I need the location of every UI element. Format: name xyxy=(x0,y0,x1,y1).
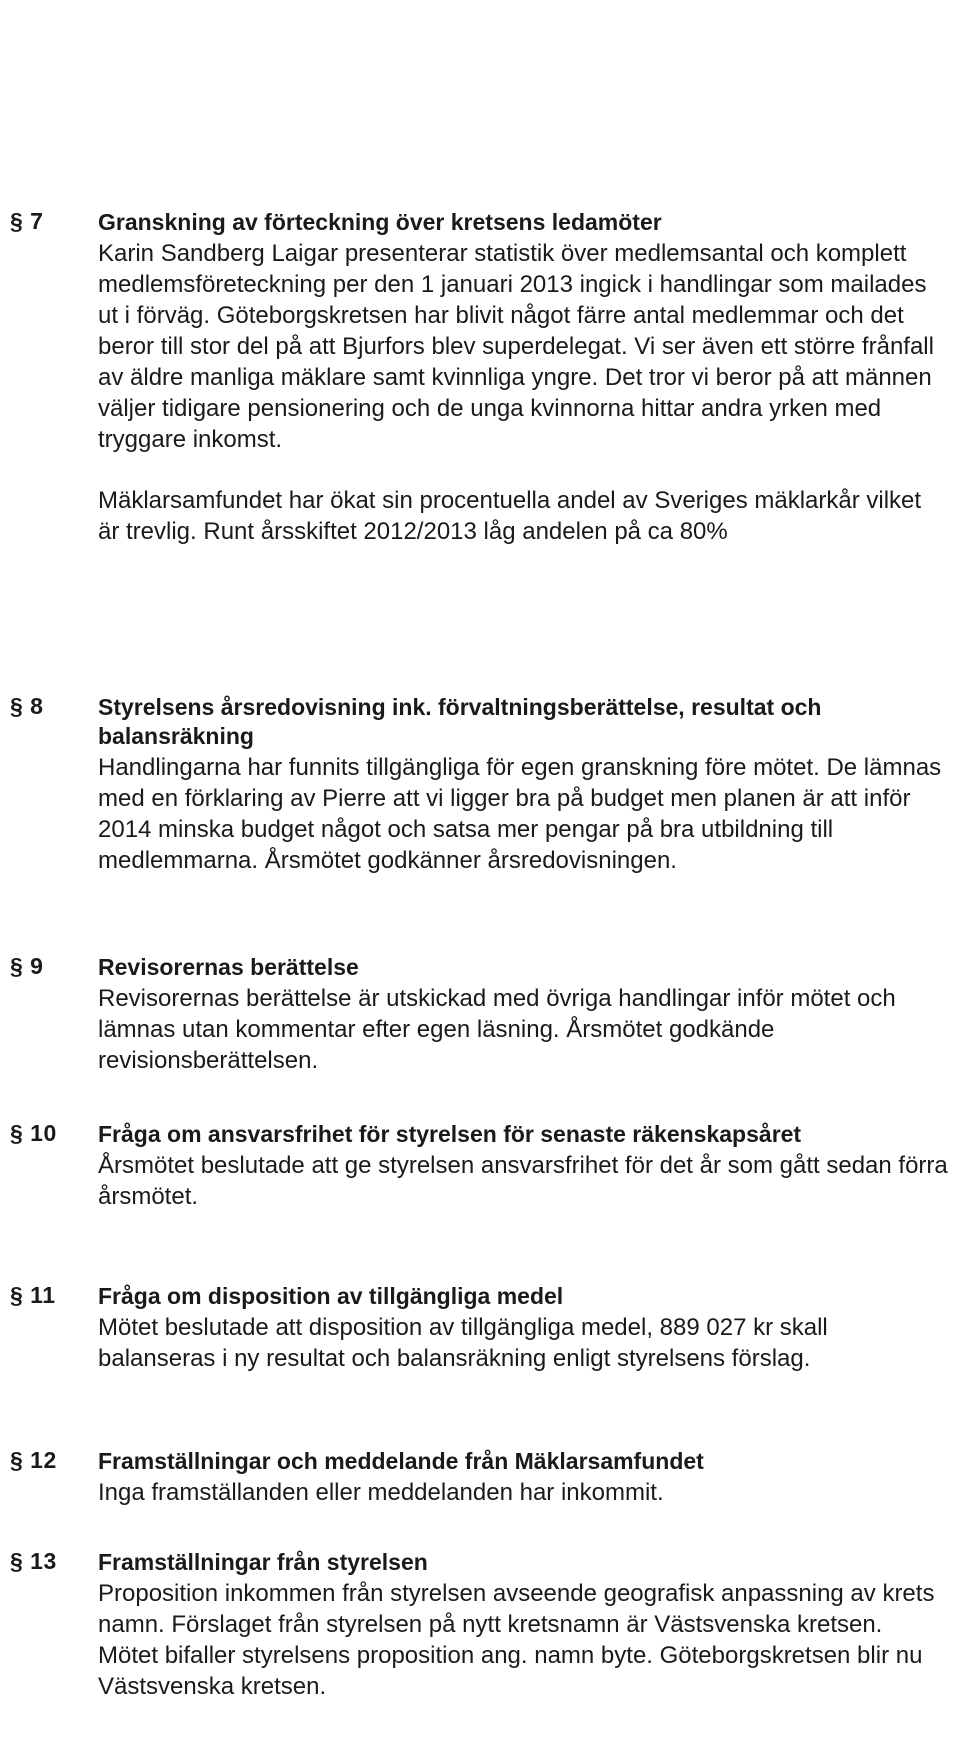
section-number: § 13 xyxy=(10,1548,57,1574)
section-number: § 7 xyxy=(10,208,44,234)
section-heading: Framställningar och meddelande från Mäklarsamfundet xyxy=(98,1448,704,1474)
section-content xyxy=(98,208,948,547)
section-paragraph: Mäklarsamfundet har ökat sin procentuella andel av Sveriges mäklarkår vilket är trevlig. Runt årsskiftet 2012/2013 låg andelen på ca 80% xyxy=(98,487,922,545)
section-heading: Granskning av förteckning över kretsens ledamöter xyxy=(98,209,662,235)
section-paragraph: Handlingarna har funnits tillgängliga för egen granskning före mötet. De lämnas med en förklaring av Pierre att vi ligger bra på budget men planen är att inför 2014 minska budget något och satsa mer pengar på bra utbildning till medlemmarna. Årsmötet godkänner årsredovisningen. xyxy=(98,754,942,874)
section-heading: Revisorernas berättelse xyxy=(98,954,359,980)
section-number: § 8 xyxy=(10,693,44,719)
section-number: § 9 xyxy=(10,953,44,979)
section-content xyxy=(98,1282,948,1374)
section-heading: Framställningar från styrelsen xyxy=(98,1549,428,1575)
section-content xyxy=(98,1447,948,1508)
section-paragraph: Mötet beslutade att disposition av tillgängliga medel, 889 027 kr skall balanseras i ny resultat och balansräkning enligt styrelsens förslag. xyxy=(98,1314,828,1372)
section-heading: Fråga om ansvarsfrihet för styrelsen för senaste räkenskapsåret xyxy=(98,1121,802,1147)
section-heading: Fråga om disposition av tillgängliga medel xyxy=(98,1283,564,1309)
section-paragraph: Proposition inkommen från styrelsen avseende geografisk anpassning av krets namn. Förslaget från styrelsen på nytt kretsnamn är Västsvenska kretsen. Mötet bifaller styrelsens proposition ang. namn byte. Göteborgskretsen blir nu Västsvenska kretsen. xyxy=(98,1580,935,1700)
section-number: § 12 xyxy=(10,1447,57,1473)
section-paragraph: Karin Sandberg Laigar presenterar statistik över medlemsantal och komplett medlemsföreteckning per den 1 januari 2013 ingick i handlingar som mailades ut i förväg. Göteborgskretsen har blivit något färre antal medlemmar och det beror till stor del på att Bjurfors blev superdelegat. Vi ser även ett större frånfall av äldre manliga mäklare samt kvinnliga yngre. Det tror vi beror på att männen väljer tidigare pensionering och de unga kvinnorna hittar andra yrken med tryggare inkomst. xyxy=(98,240,934,453)
section-paragraph: Revisorernas berättelse är utskickad med övriga handlingar inför mötet och lämnas utan kommentar efter egen läsning. Årsmötet godkände revisionsberättelsen. xyxy=(98,985,896,1074)
section-content xyxy=(98,953,948,1076)
section-content xyxy=(98,1548,948,1702)
section-paragraph: Årsmötet beslutade att ge styrelsen ansvarsfrihet för det år som gått sedan förra årsmötet. xyxy=(98,1152,948,1210)
section-paragraph: Inga framställanden eller meddelanden har inkommit. xyxy=(98,1479,664,1506)
section-number: § 10 xyxy=(10,1120,57,1146)
section-content xyxy=(98,1120,948,1212)
section-content xyxy=(98,693,948,876)
section-number: § 11 xyxy=(10,1282,56,1308)
section-heading: Styrelsens årsredovisning ink. förvaltningsberättelse, resultat och balansräkning xyxy=(98,694,822,749)
